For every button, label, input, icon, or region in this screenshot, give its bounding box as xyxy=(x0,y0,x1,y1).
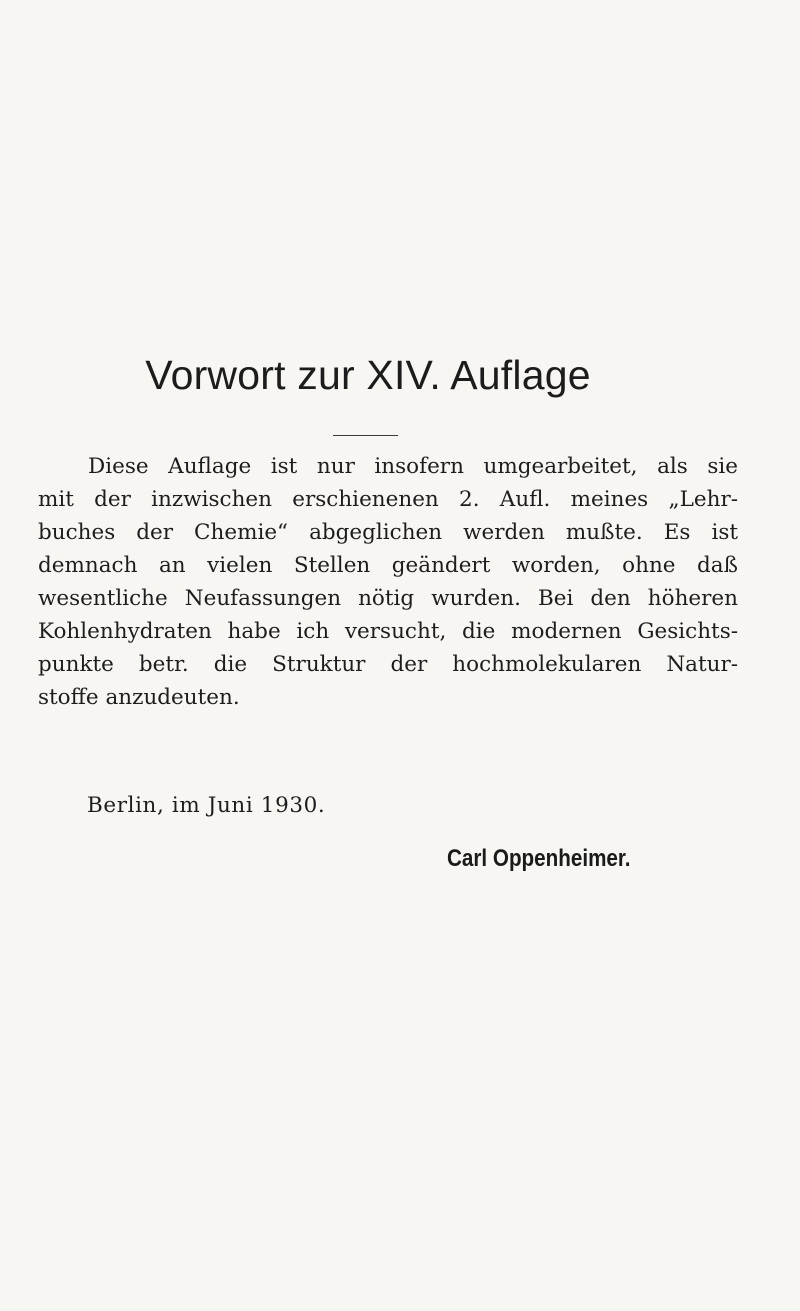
paragraph-line: punkte betr. die Struktur der hochmolekularen Natur- xyxy=(38,652,738,677)
title-divider xyxy=(333,435,398,436)
paragraph-line: stoffe anzudeuten. xyxy=(38,685,240,710)
place-date: Berlin, im Juni 1930. xyxy=(87,793,326,818)
paragraph-line: Kohlenhydraten habe ich versucht, die modernen Gesichts- xyxy=(38,619,738,644)
page-title: Vorwort zur XIV. Auflage xyxy=(145,352,591,398)
author-signature: Carl Oppenheimer. xyxy=(447,845,631,872)
paragraph-line: buches der Chemie“ abgeglichen werden mußte. Es ist xyxy=(38,520,738,545)
paragraph-line: demnach an vielen Stellen geändert worden, ohne daß xyxy=(38,553,738,578)
paragraph-line: wesentliche Neufassungen nötig wurden. Bei den höheren xyxy=(38,586,738,611)
paragraph-line: mit der inzwischen erschienenen 2. Aufl. meines „Lehr- xyxy=(38,487,738,512)
paragraph-line: Diese Auflage ist nur insofern umgearbeitet, als sie xyxy=(88,454,738,479)
